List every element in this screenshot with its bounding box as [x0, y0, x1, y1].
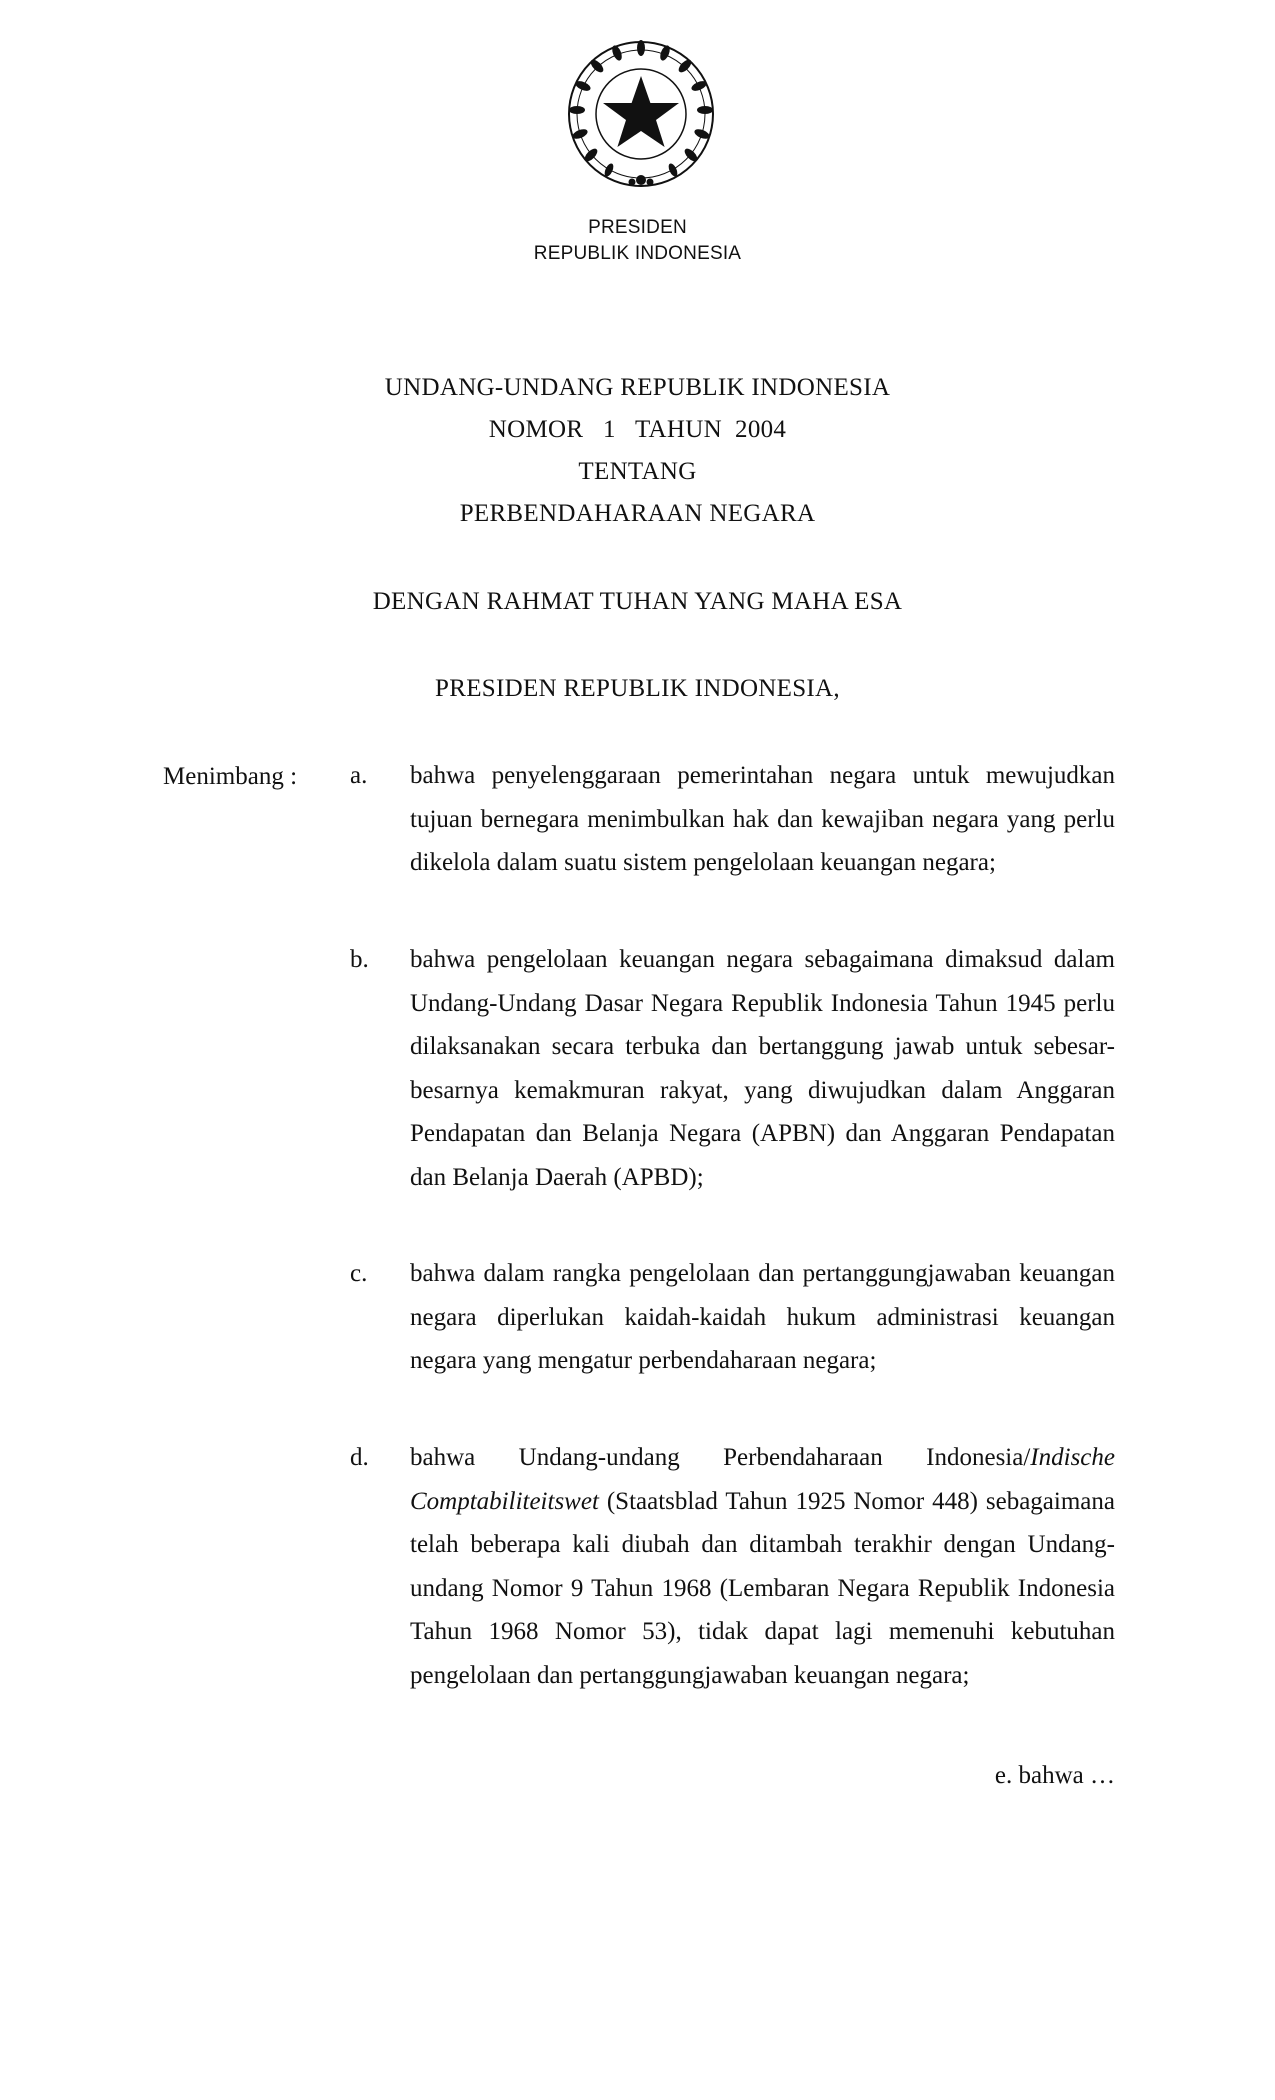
authority-line: PRESIDEN REPUBLIK INDONESIA, — [435, 675, 840, 702]
item-marker: d. — [350, 1444, 369, 1471]
law-number: NOMOR 1 TAHUN 2004 — [488, 416, 787, 443]
header-president: PRESIDEN — [588, 217, 687, 238]
item-text: bahwa pengelolaan keuangan negara sebagaimana dimaksud dalam Undang-Undang Dasar Negara Republik Indonesia Tahun 1945 perlu dilaksanakan secara terbuka dan bertanggung jawab untuk sebesar-besarnya kemakmuran rakyat, yang diwujudkan dalam Anggaran Pendapatan dan Belanja Negara (APBN) dan Anggaran Pendapatan dan Belanja Daerah (APBD); — [410, 946, 1115, 1191]
page-continuation: e. bahwa … — [994, 1762, 1115, 1789]
item-text-italic: Indische Comptabiliteitswet — [410, 1444, 1115, 1515]
item-marker: c. — [350, 1260, 368, 1287]
header-republic: REPUBLIK INDONESIA — [533, 243, 742, 264]
item-text: bahwa penyelenggaraan pemerintahan negara untuk mewujudkan tujuan bernegara menimbulkan hak dan kewajiban negara yang perlu dikelola dalam suatu sistem pengelolaan keuangan negara; — [410, 762, 1115, 876]
law-subject: PERBENDAHARAAN NEGARA — [459, 500, 816, 527]
menimbang-label: Menimbang : — [163, 763, 298, 790]
item-marker: a. — [350, 762, 368, 789]
item-marker: b. — [350, 946, 369, 973]
law-about: TENTANG — [578, 458, 697, 485]
blessing-line: DENGAN RAHMAT TUHAN YANG MAHA ESA — [372, 588, 903, 615]
item-text-end: (Staatsblad Tahun 1925 Nomor 448) sebagaimana telah beberapa kali diubah dan ditambah terakhir dengan Undang-undang Nomor 9 Tahun 1968 (Lembaran Negara Republik Indonesia Tahun 1968 Nomor 53), tidak dapat lagi memenuhi kebutuhan pengelolaan dan pertanggungjawaban keuangan negara; — [410, 1487, 1115, 1689]
law-title: UNDANG-UNDANG REPUBLIK INDONESIA — [384, 374, 891, 401]
consideration-item — [350, 1252, 1115, 1428]
item-text-start: bahwa Undang-undang Perbendaharaan Indonesia/ — [410, 1444, 1031, 1471]
presidential-seal-icon — [561, 36, 721, 196]
consideration-item — [350, 938, 1115, 1244]
item-text: bahwa dalam rangka pengelolaan dan pertanggungjawaban keuangan negara diperlukan kaidah-kaidah hukum administrasi keuangan negara yang mengatur perbendaharaan negara; — [410, 1260, 1115, 1374]
consideration-item — [350, 1436, 1115, 1742]
consideration-item — [350, 754, 1115, 930]
item-text — [410, 1436, 1115, 1697]
